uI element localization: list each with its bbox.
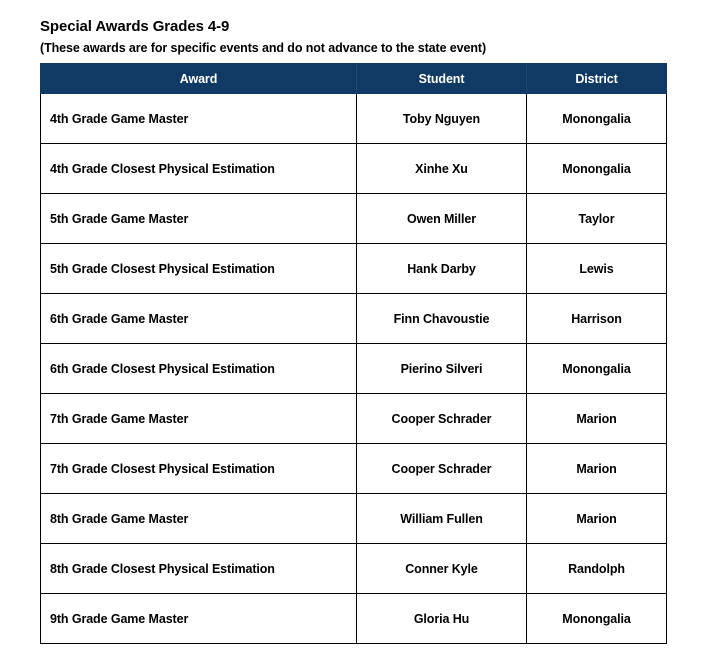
- cell-award: 6th Grade Game Master: [41, 294, 357, 344]
- table-header: [41, 64, 667, 94]
- cell-student: Xinhe Xu: [357, 144, 527, 194]
- table-row: [41, 594, 667, 644]
- cell-award: 5th Grade Closest Physical Estimation: [41, 244, 357, 294]
- cell-district: Randolph: [527, 544, 667, 594]
- cell-award: 4th Grade Closest Physical Estimation: [41, 144, 357, 194]
- cell-student: Conner Kyle: [357, 544, 527, 594]
- column-header-student: Student: [357, 64, 527, 94]
- cell-student: Owen Miller: [357, 194, 527, 244]
- cell-student: Cooper Schrader: [357, 394, 527, 444]
- table-row: [41, 344, 667, 394]
- cell-student: Cooper Schrader: [357, 444, 527, 494]
- cell-award: 4th Grade Game Master: [41, 94, 357, 144]
- cell-district: Marion: [527, 394, 667, 444]
- page-title: Special Awards Grades 4-9: [40, 18, 230, 35]
- cell-district: Taylor: [527, 194, 667, 244]
- cell-award: 8th Grade Game Master: [41, 494, 357, 544]
- cell-award: 7th Grade Closest Physical Estimation: [41, 444, 357, 494]
- cell-award: 8th Grade Closest Physical Estimation: [41, 544, 357, 594]
- cell-student: Finn Chavoustie: [357, 294, 527, 344]
- cell-student: William Fullen: [357, 494, 527, 544]
- special-awards-table: [40, 63, 667, 644]
- table-row: [41, 494, 667, 544]
- cell-district: Marion: [527, 444, 667, 494]
- table-row: [41, 294, 667, 344]
- cell-award: 5th Grade Game Master: [41, 194, 357, 244]
- table-row: [41, 394, 667, 444]
- cell-student: Hank Darby: [357, 244, 527, 294]
- cell-student: Toby Nguyen: [357, 94, 527, 144]
- table-row: [41, 444, 667, 494]
- cell-district: Marion: [527, 494, 667, 544]
- cell-district: Harrison: [527, 294, 667, 344]
- cell-award: 9th Grade Game Master: [41, 594, 357, 644]
- table-row: [41, 194, 667, 244]
- table-body: [41, 94, 667, 644]
- cell-student: Pierino Silveri: [357, 344, 527, 394]
- cell-district: Lewis: [527, 244, 667, 294]
- cell-award: 6th Grade Closest Physical Estimation: [41, 344, 357, 394]
- cell-award: 7th Grade Game Master: [41, 394, 357, 444]
- cell-district: Monongalia: [527, 344, 667, 394]
- column-header-award: Award: [41, 64, 357, 94]
- table-header-row: [41, 64, 667, 94]
- page-subtitle: (These awards are for specific events and do not advance to the state event): [40, 41, 487, 55]
- cell-district: Monongalia: [527, 594, 667, 644]
- table-row: [41, 544, 667, 594]
- table-row: [41, 94, 667, 144]
- table-row: [41, 244, 667, 294]
- column-header-district: District: [527, 64, 667, 94]
- table-row: [41, 144, 667, 194]
- cell-district: Monongalia: [527, 144, 667, 194]
- cell-student: Gloria Hu: [357, 594, 527, 644]
- cell-district: Monongalia: [527, 94, 667, 144]
